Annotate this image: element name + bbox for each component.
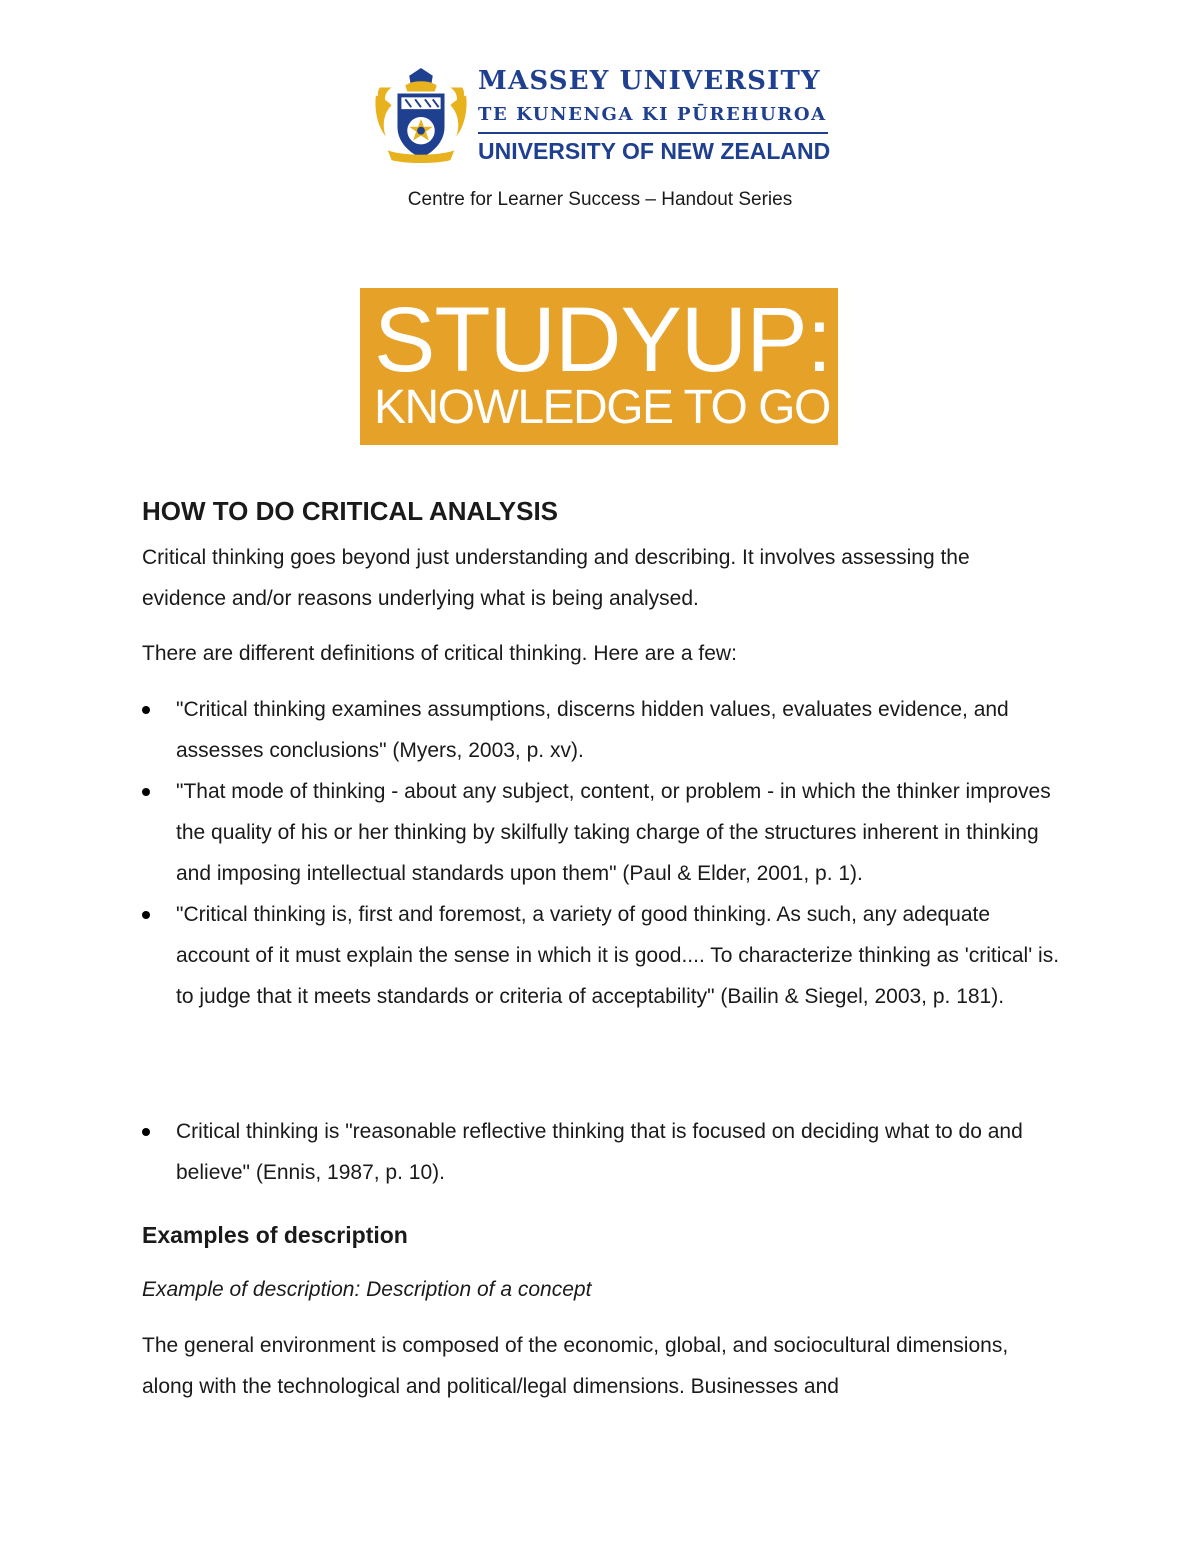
banner-tagline: KNOWLEDGE TO GO [374, 381, 830, 434]
definition-text: "Critical thinking is, first and foremost, a variety of good thinking. As such, any adequate account of it must explain the sense in which it is good.... To characterize thinking as 'critical' is. to judge that it meets standards or criteria of acceptability" (Bailin & Siegel, 2003, p. 181). [176, 903, 1060, 1008]
university-wordmark [478, 66, 832, 166]
university-maori-name: TE KUNENGA KI PŪREHUROA [478, 104, 827, 125]
bullet-icon [142, 911, 150, 919]
definitions-list [142, 689, 1062, 1017]
bullet-icon [142, 1128, 150, 1136]
university-name: MASSEY UNIVERSITY [478, 66, 821, 96]
definitions-list-continued [142, 1111, 1062, 1193]
definition-text: "That mode of thinking - about any subject, content, or problem - in which the thinker improves the quality of his or her thinking by skilfully taking charge of the structures inherent in thinking and imposing intellectual standards upon them" (Paul & Elder, 2001, p. 1). [176, 780, 1051, 885]
definitions-intro: There are different definitions of critical thinking. Here are a few: [142, 642, 737, 665]
banner-title: STUDYUP: [374, 289, 832, 391]
handout-series-label: Centre for Learner Success – Handout Series [407, 189, 793, 210]
logo-divider [478, 132, 828, 134]
bullet-icon [142, 706, 150, 714]
studyup-banner [360, 288, 838, 445]
intro-paragraph: Critical thinking goes beyond just understanding and describing. It involves assessing the evidence and/or reasons underlying what is being analysed. [142, 546, 970, 610]
university-subtitle: UNIVERSITY OF NEW ZEALAND [478, 138, 831, 164]
example-subheading: Example of description: Description of a concept [142, 1278, 592, 1301]
university-logo [372, 66, 832, 166]
list-item [142, 1111, 1062, 1193]
document-title: HOW TO DO CRITICAL ANALYSIS [142, 496, 559, 526]
bullet-icon [142, 788, 150, 796]
list-item [142, 689, 1062, 771]
definition-text: "Critical thinking examines assumptions, discerns hidden values, evaluates evidence, and assesses conclusions" (Myers, 2003, p. xv). [176, 698, 1009, 762]
section-heading: Examples of description [142, 1222, 408, 1248]
definition-text: Critical thinking is "reasonable reflective thinking that is focused on deciding what to do and believe" (Ennis, 1987, p. 10). [176, 1120, 1023, 1184]
list-item [142, 771, 1062, 894]
example-paragraph: The general environment is composed of the economic, global, and sociocultural dimensions, along with the technological and political/legal dimensions. Businesses and [142, 1334, 1009, 1398]
university-crest-icon [372, 66, 470, 164]
list-item [142, 894, 1062, 1017]
